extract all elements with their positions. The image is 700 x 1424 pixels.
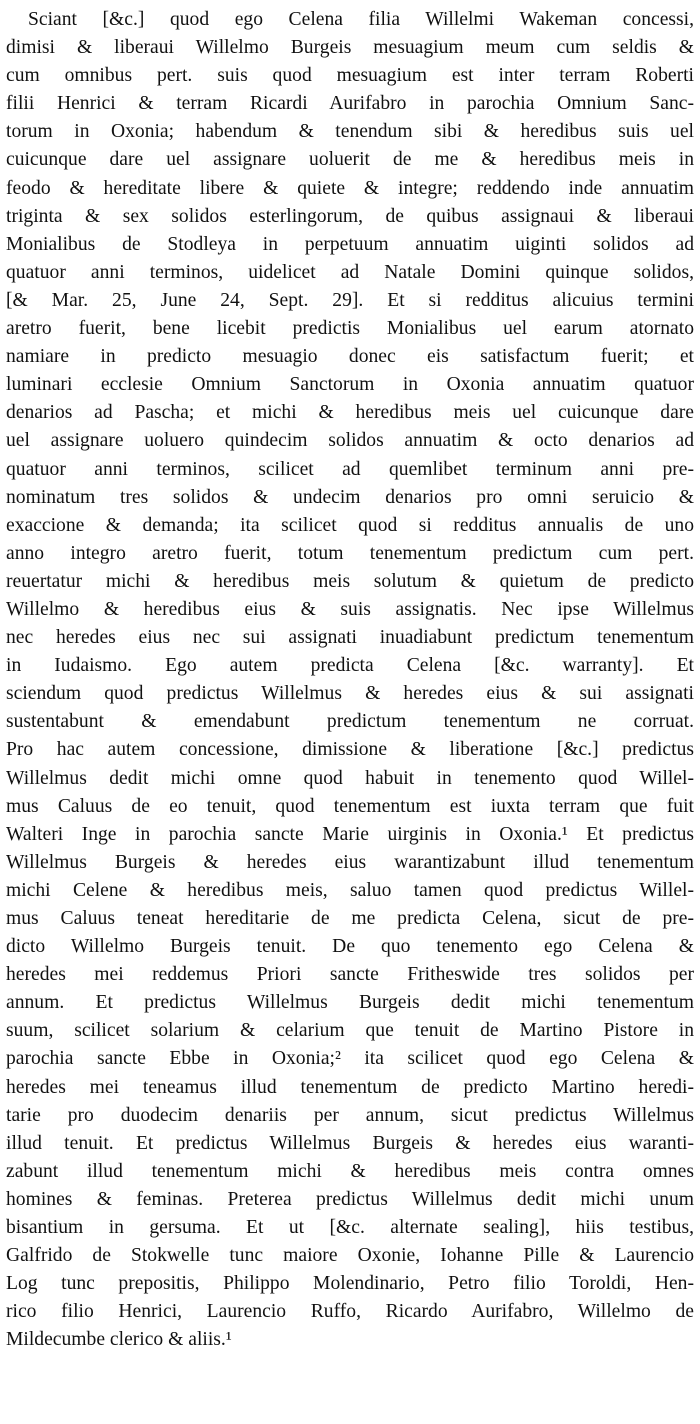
text-line: Sciant [&c.] quod ego Celena filia Willelmi Wakeman concessi,: [28, 9, 694, 30]
text-line: Log tunc prepositis, Philippo Molendinario, Petro filio Toroldi, Hen-: [6, 1273, 694, 1295]
text-line: torum in Oxonia; habendum & tenendum sibi & heredibus suis uel: [6, 121, 694, 143]
text-line: reuertatur michi & heredibus meis solutum & quietum de predicto: [6, 570, 694, 592]
text-line: uel assignare uoluero quindecim solidos annuatim & octo denarios ad: [6, 430, 694, 452]
text-line: sciendum quod predictus Willelmus & heredes eius & sui assignati: [6, 683, 694, 705]
text-line: illud tenuit. Et predictus Willelmus Burgeis & heredes eius waranti-: [6, 1132, 694, 1154]
text-line: sustentabunt & emendabunt predictum tenementum ne corruat.: [6, 711, 694, 733]
text-line: annum. Et predictus Willelmus Burgeis dedit michi tenementum: [6, 992, 694, 1014]
text-line: dicto Willelmo Burgeis tenuit. De quo tenemento ego Celena &: [6, 936, 694, 958]
text-line: triginta & sex solidos esterlingorum, de quibus assignaui & liberaui: [6, 205, 694, 227]
text-line: quatuor anni terminos, scilicet ad quemlibet terminum anni pre-: [6, 458, 694, 480]
text-line: cum omnibus pert. suis quod mesuagium est inter terram Roberti: [6, 65, 694, 87]
text-line: Monialibus de Stodleya in perpetuum annuatim uiginti solidos ad: [6, 233, 694, 255]
text-line: dimisi & liberaui Willelmo Burgeis mesuagium meum cum seldis &: [6, 37, 694, 59]
text-line: Willelmus Burgeis & heredes eius warantizabunt illud tenementum: [6, 851, 694, 873]
text-line: mus Caluus de eo tenuit, quod tenementum est iuxta terram que fuit: [6, 795, 694, 817]
text-line: mus Caluus teneat hereditarie de me predicta Celena, sicut de pre-: [6, 908, 694, 929]
text-line: rico filio Henrici, Laurencio Ruffo, Ricardo Aurifabro, Willelmo de: [6, 1301, 694, 1323]
text-line: tarie pro duodecim denariis per annum, sicut predictus Willelmus: [6, 1104, 694, 1126]
text-line: [& Mar. 25, June 24, Sept. 29]. Et si redditus alicuius termini: [6, 289, 694, 311]
text-line: Pro hac autem concessione, dimissione & liberatione [&c.] predictus: [6, 739, 694, 761]
text-line: Willelmus dedit michi omne quod habuit in tenemento quod Willel-: [6, 767, 694, 789]
text-line: bisantium in gersuma. Et ut [&c. alternate sealing], hiis testibus,: [6, 1217, 694, 1239]
text-line: exaccione & demanda; ita scilicet quod si redditus annualis de uno: [6, 514, 694, 536]
text-line: Willelmo & heredibus eius & suis assignatis. Nec ipse Willelmus: [6, 598, 694, 620]
text-line: homines & feminas. Preterea predictus Willelmus dedit michi unum: [6, 1188, 694, 1210]
text-line: namiare in predicto mesuagio donec eis satisfactum fuerit; et: [6, 346, 694, 368]
text-line: nec heredes eius nec sui assignati inuadiabunt predictum tenementum: [6, 627, 694, 649]
text-line: zabunt illud tenementum michi & heredibus meis contra omnes: [6, 1160, 694, 1182]
text-line: Walteri Inge in parochia sancte Marie uirginis in Oxonia.¹ Et predictus: [6, 823, 694, 845]
text-line: heredes mei teneamus illud tenementum de predicto Martino heredi-: [6, 1076, 694, 1098]
text-line: heredes mei reddemus Priori sancte Fritheswide tres solidos per: [6, 964, 694, 986]
text-line: michi Celene & heredibus meis, saluo tamen quod predictus Willel-: [6, 879, 694, 901]
text-line: Mildecumbe clerico & aliis.¹: [6, 1329, 232, 1351]
text-line: parochia sancte Ebbe in Oxonia;² ita scilicet quod ego Celena &: [6, 1048, 694, 1070]
text-line: Galfrido de Stokwelle tunc maiore Oxonie, Iohanne Pille & Laurencio: [6, 1245, 694, 1267]
text-line: nominatum tres solidos & undecim denarios pro omni seruicio &: [6, 486, 694, 508]
text-line: anno integro aretro fuerit, totum tenementum predictum cum pert.: [6, 542, 694, 564]
text-line: filii Henrici & terram Ricardi Aurifabro in parochia Omnium Sanc-: [6, 93, 694, 115]
text-line: suum, scilicet solarium & celarium que tenuit de Martino Pistore in: [6, 1020, 694, 1042]
text-line: denarios ad Pascha; et michi & heredibus meis uel cuicunque dare: [6, 402, 694, 424]
charter-text: [6, 6, 694, 1355]
text-line: cuicunque dare uel assignare uoluerit de me & heredibus meis in: [6, 149, 694, 171]
text-line: quatuor anni terminos, uidelicet ad Natale Domini quinque solidos,: [6, 261, 694, 283]
text-line: aretro fuerit, bene licebit predictis Monialibus uel earum atornato: [6, 318, 694, 340]
text-line: in Iudaismo. Ego autem predicta Celena [&c. warranty]. Et: [6, 655, 694, 677]
text-line: luminari ecclesie Omnium Sanctorum in Oxonia annuatim quatuor: [6, 374, 694, 396]
text-line: feodo & hereditate libere & quiete & integre; reddendo inde annuatim: [6, 177, 694, 199]
